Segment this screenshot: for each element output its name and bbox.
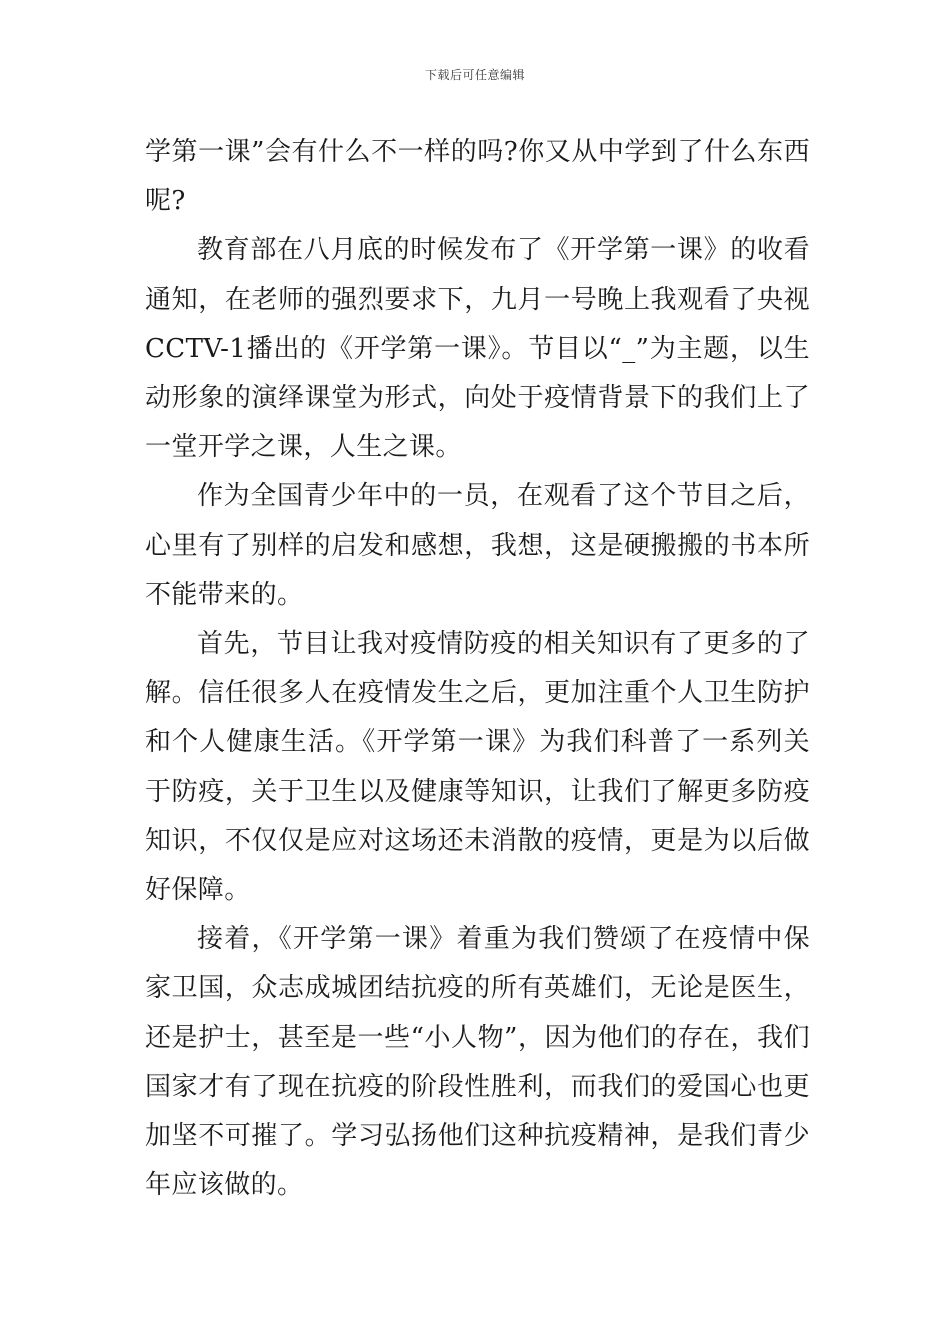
paragraph-2: 教育部在八月底的时候发布了《开学第一课》的收看通知，在老师的强烈要求下，九月一号晚上我观看了央视CCTV-1播出的《开学第一课》。节目以“_”为主题，以生动形象的演绎课堂为形式，向处于疫情背景下的我们上了一堂开学之课，人生之课。: [145, 235, 810, 463]
paragraph-4: 首先，节目让我对疫情防疫的相关知识有了更多的了解。信任很多人在疫情发生之后，更加注重个人卫生防护和个人健康生活。《开学第一课》为我们科普了一系列关于防疫，关于卫生以及健康等知识，让我们了解更多防疫知识，不仅仅是应对这场还未消散的疫情，更是为以后做好保障。: [145, 629, 810, 906]
document-body: [145, 128, 810, 1210]
paragraph-1: 学第一课”会有什么不一样的吗?你又从中学到了什么东西呢?: [145, 137, 810, 217]
paragraph-3: 作为全国青少年中的一员，在观看了这个节目之后，心里有了别样的启发和感想，我想，这是硬搬搬的书本所不能带来的。: [145, 481, 810, 610]
header-note: 下载后可任意编辑: [424, 68, 525, 82]
paragraph-5: 接着，《开学第一课》着重为我们赞颂了在疫情中保家卫国，众志成城团结抗疫的所有英雄们，无论是医生，还是护士，甚至是一些“小人物”，因为他们的存在，我们国家才有了现在抗疫的阶段性胜利，而我们的爱国心也更加坚不可摧了。学习弘扬他们这种抗疫精神，是我们青少年应该做的。: [145, 924, 810, 1201]
